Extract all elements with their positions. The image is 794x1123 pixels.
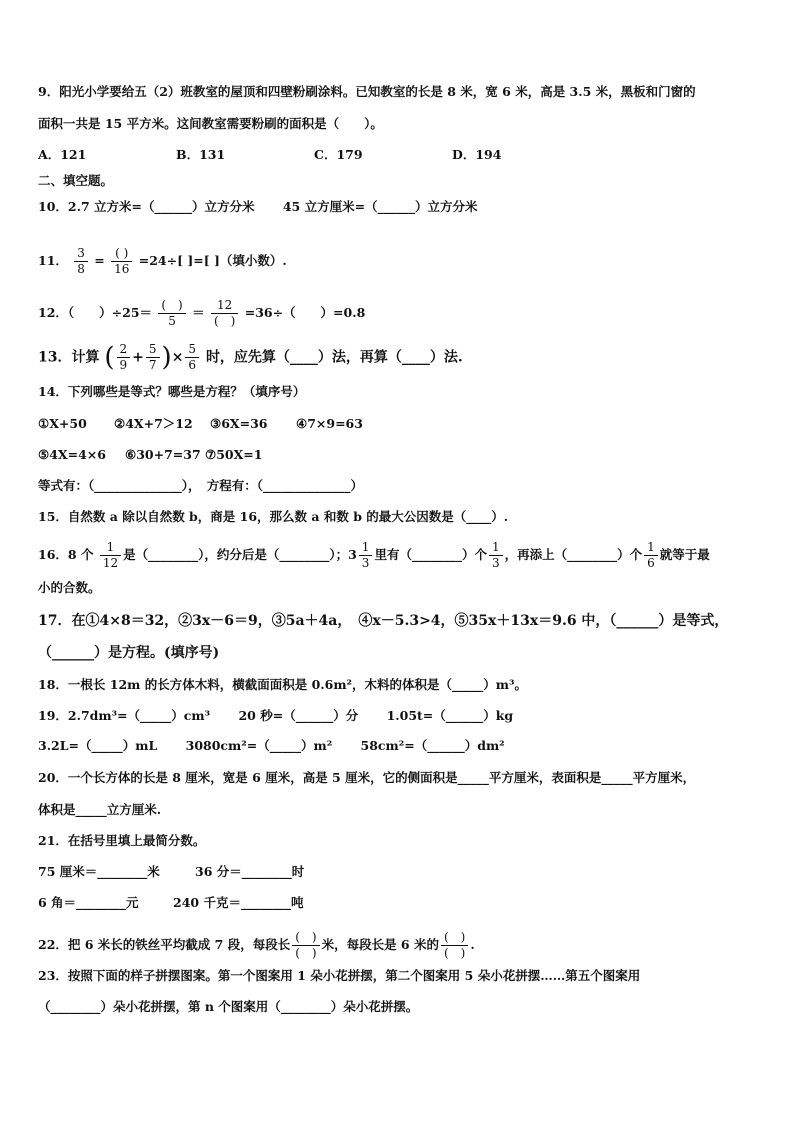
q17-line2: （______）是方程。(填序号) [38,645,220,661]
item: ④7×9=63 [296,416,363,431]
denominator: ( ) [443,946,466,960]
denominator: ( ) [213,314,236,328]
q18: 18．一根长 12m 的长方体木料，横截面面积是 0.6m²，木料的体积是（_____）m³。 [38,677,527,692]
numerator: 1 [359,540,373,556]
q16-p4: ，再添上（________）个 [504,547,643,562]
q23-line2: （________）朵小花拼摆，第 n 个图案用（________）朵小花拼摆。 [38,999,419,1014]
q16-line2: 小的合数。 [38,580,101,595]
equals: ＝ [192,305,205,320]
q11-suffix: =24÷[ ]=[ ]（填小数）. [138,253,287,268]
fraction [158,298,185,329]
plus: + [132,349,144,366]
q16 [38,540,710,571]
q14-answer: 等式有：（______________）， 方程有：（______________） [38,478,364,493]
denominator: 8 [77,262,85,276]
numerator: 2 [117,342,131,358]
numerator: ( ) [158,298,185,314]
q19b-b: 3080cm²=（_____）m² [185,738,333,753]
q21-a: 75 厘米＝________米 [38,864,160,879]
item: ⑥30+7=37 [125,447,201,462]
numerator: 1 [100,540,121,556]
q12-suffix: =36÷（ ）=0.8 [244,305,366,320]
q20-line1: 20．一个长方体的长是 8 厘米，宽是 6 厘米，高是 5 厘米，它的侧面积是_____平方厘米，表面积是_____平方厘米， [38,770,696,785]
fraction [100,540,121,571]
q19b [38,738,505,754]
denominator: 9 [119,358,128,372]
q12-prefix: 12．（ ）÷25＝ [38,305,153,320]
denominator: 16 [114,262,130,276]
section-title: 二、填空题。 [38,173,114,188]
q23-line1: 23．按照下面的样子拼摆图案。第一个图案用 1 朵小花拼摆，第二个图案用 5 朵小花拼摆……第五个图案用 [38,968,641,983]
denominator: 3 [361,556,370,570]
q19-b: 20 秒=（______）分 [238,708,359,723]
item: ⑤4X=4×6 [38,447,106,462]
equals: = [94,253,105,268]
fraction [441,930,468,961]
item: ③6X=36 [210,416,268,431]
q21-b: 36 分＝________时 [195,864,305,879]
fraction [117,342,131,373]
fraction [292,930,319,961]
numerator: 1 [644,540,658,556]
item: ①X+50 [38,416,87,431]
q19-a: 19．2.7dm³=（_____）cm³ [38,708,211,723]
q16-p1: 16．8 个 [38,547,94,562]
denominator: 12 [102,556,119,570]
item: ⑦50X=1 [205,447,263,462]
denominator: 3 [491,556,500,570]
fraction [185,342,199,373]
option-d: D．194 [452,147,502,162]
q12 [38,298,365,329]
q13-suffix: 时，应先算（____）法，再算（____）法. [205,349,463,366]
q13: 13．计算 ( $\frac{2}{9}$ + $\frac{5}{7}$ )× $\frac{5}{6}$ 时，应先算（____）法，再算（____）法. [38,342,463,373]
q11 [38,246,287,277]
numerator: 5 [185,342,199,358]
q19b-c: 58cm²=（______）dm² [360,738,505,753]
q16-p3: 里有（________）个 [374,547,487,562]
q9-line2: 面积一共是 15 平方米。这间教室需要粉刷的面积是（ ）。 [38,116,383,131]
numerator: 1 [489,540,503,556]
q16-p2: 是（________），约分后是（________）；3 [123,547,357,562]
q15: 15．自然数 a 除以自然数 b，商是 16，那么数 a 和数 b 的最大公因数是（____）. [38,509,509,524]
q17-line1: 17．在①4×8＝32，②3x－6＝9，③5a＋4a， ④x－5.3>4，⑤35x＋13x＝9.6 中，（______）是等式， [38,613,729,629]
q19b-a: 3.2L=（_____）mL [38,738,158,753]
q19-c: 1.05t=（______）kg [386,708,514,723]
q20-line2: 体积是_____立方厘米. [38,802,162,817]
q22-mid: 米，每段长是 6 米的 [321,937,439,952]
fraction [211,298,238,329]
fraction [644,540,658,571]
item: ②4X+7＞12 [114,416,193,431]
fraction [74,246,88,277]
fraction [146,342,160,373]
fraction [359,540,373,571]
q11-prefix: 11． [38,253,68,268]
times: × [171,349,184,366]
option-b: B．131 [176,147,226,162]
denominator: 5 [168,314,176,328]
numerator: ( ) [292,930,319,946]
q9-line1: 9．阳光小学要给五（2）班教室的屋顶和四壁粉刷涂料。已知教室的长是 8 米，宽 6 米，高是 3.5 米，黑板和门窗的 [38,84,696,99]
q19 [38,708,513,724]
q16-p5: 就等于最 [659,547,710,562]
q21-c: 6 角＝________元 [38,895,139,910]
q22-prefix: 22．把 6 米长的铁丝平均截成 7 段，每段长 [38,937,291,952]
option-c: C．179 [314,147,363,162]
q14-title: 14．下列哪些是等式？哪些是方程？（填序号） [38,384,306,399]
fraction [489,540,503,571]
numerator: ( ) [441,930,468,946]
q21-title: 21．在括号里填上最简分数。 [38,833,206,848]
q22-suffix: . [470,937,475,952]
q10-b: 45 立方厘米=（______）立方分米 [282,199,478,214]
fraction [111,246,132,277]
option-a: A．121 [38,147,87,162]
numerator: 5 [146,342,160,358]
denominator: 7 [148,358,157,372]
q22 [38,930,475,961]
numerator: 3 [74,246,88,262]
numerator: ( ) [111,246,132,262]
denominator: ( ) [295,946,317,960]
q10-a: 10．2.7 立方米=（______）立方分米 [38,199,255,214]
denominator: 6 [647,556,655,570]
denominator: 6 [188,358,197,372]
q10 [38,199,478,215]
q21-d: 240 千克＝________吨 [173,895,304,910]
numerator: 12 [211,298,238,314]
q13-prefix: 13．计算 [38,349,100,366]
